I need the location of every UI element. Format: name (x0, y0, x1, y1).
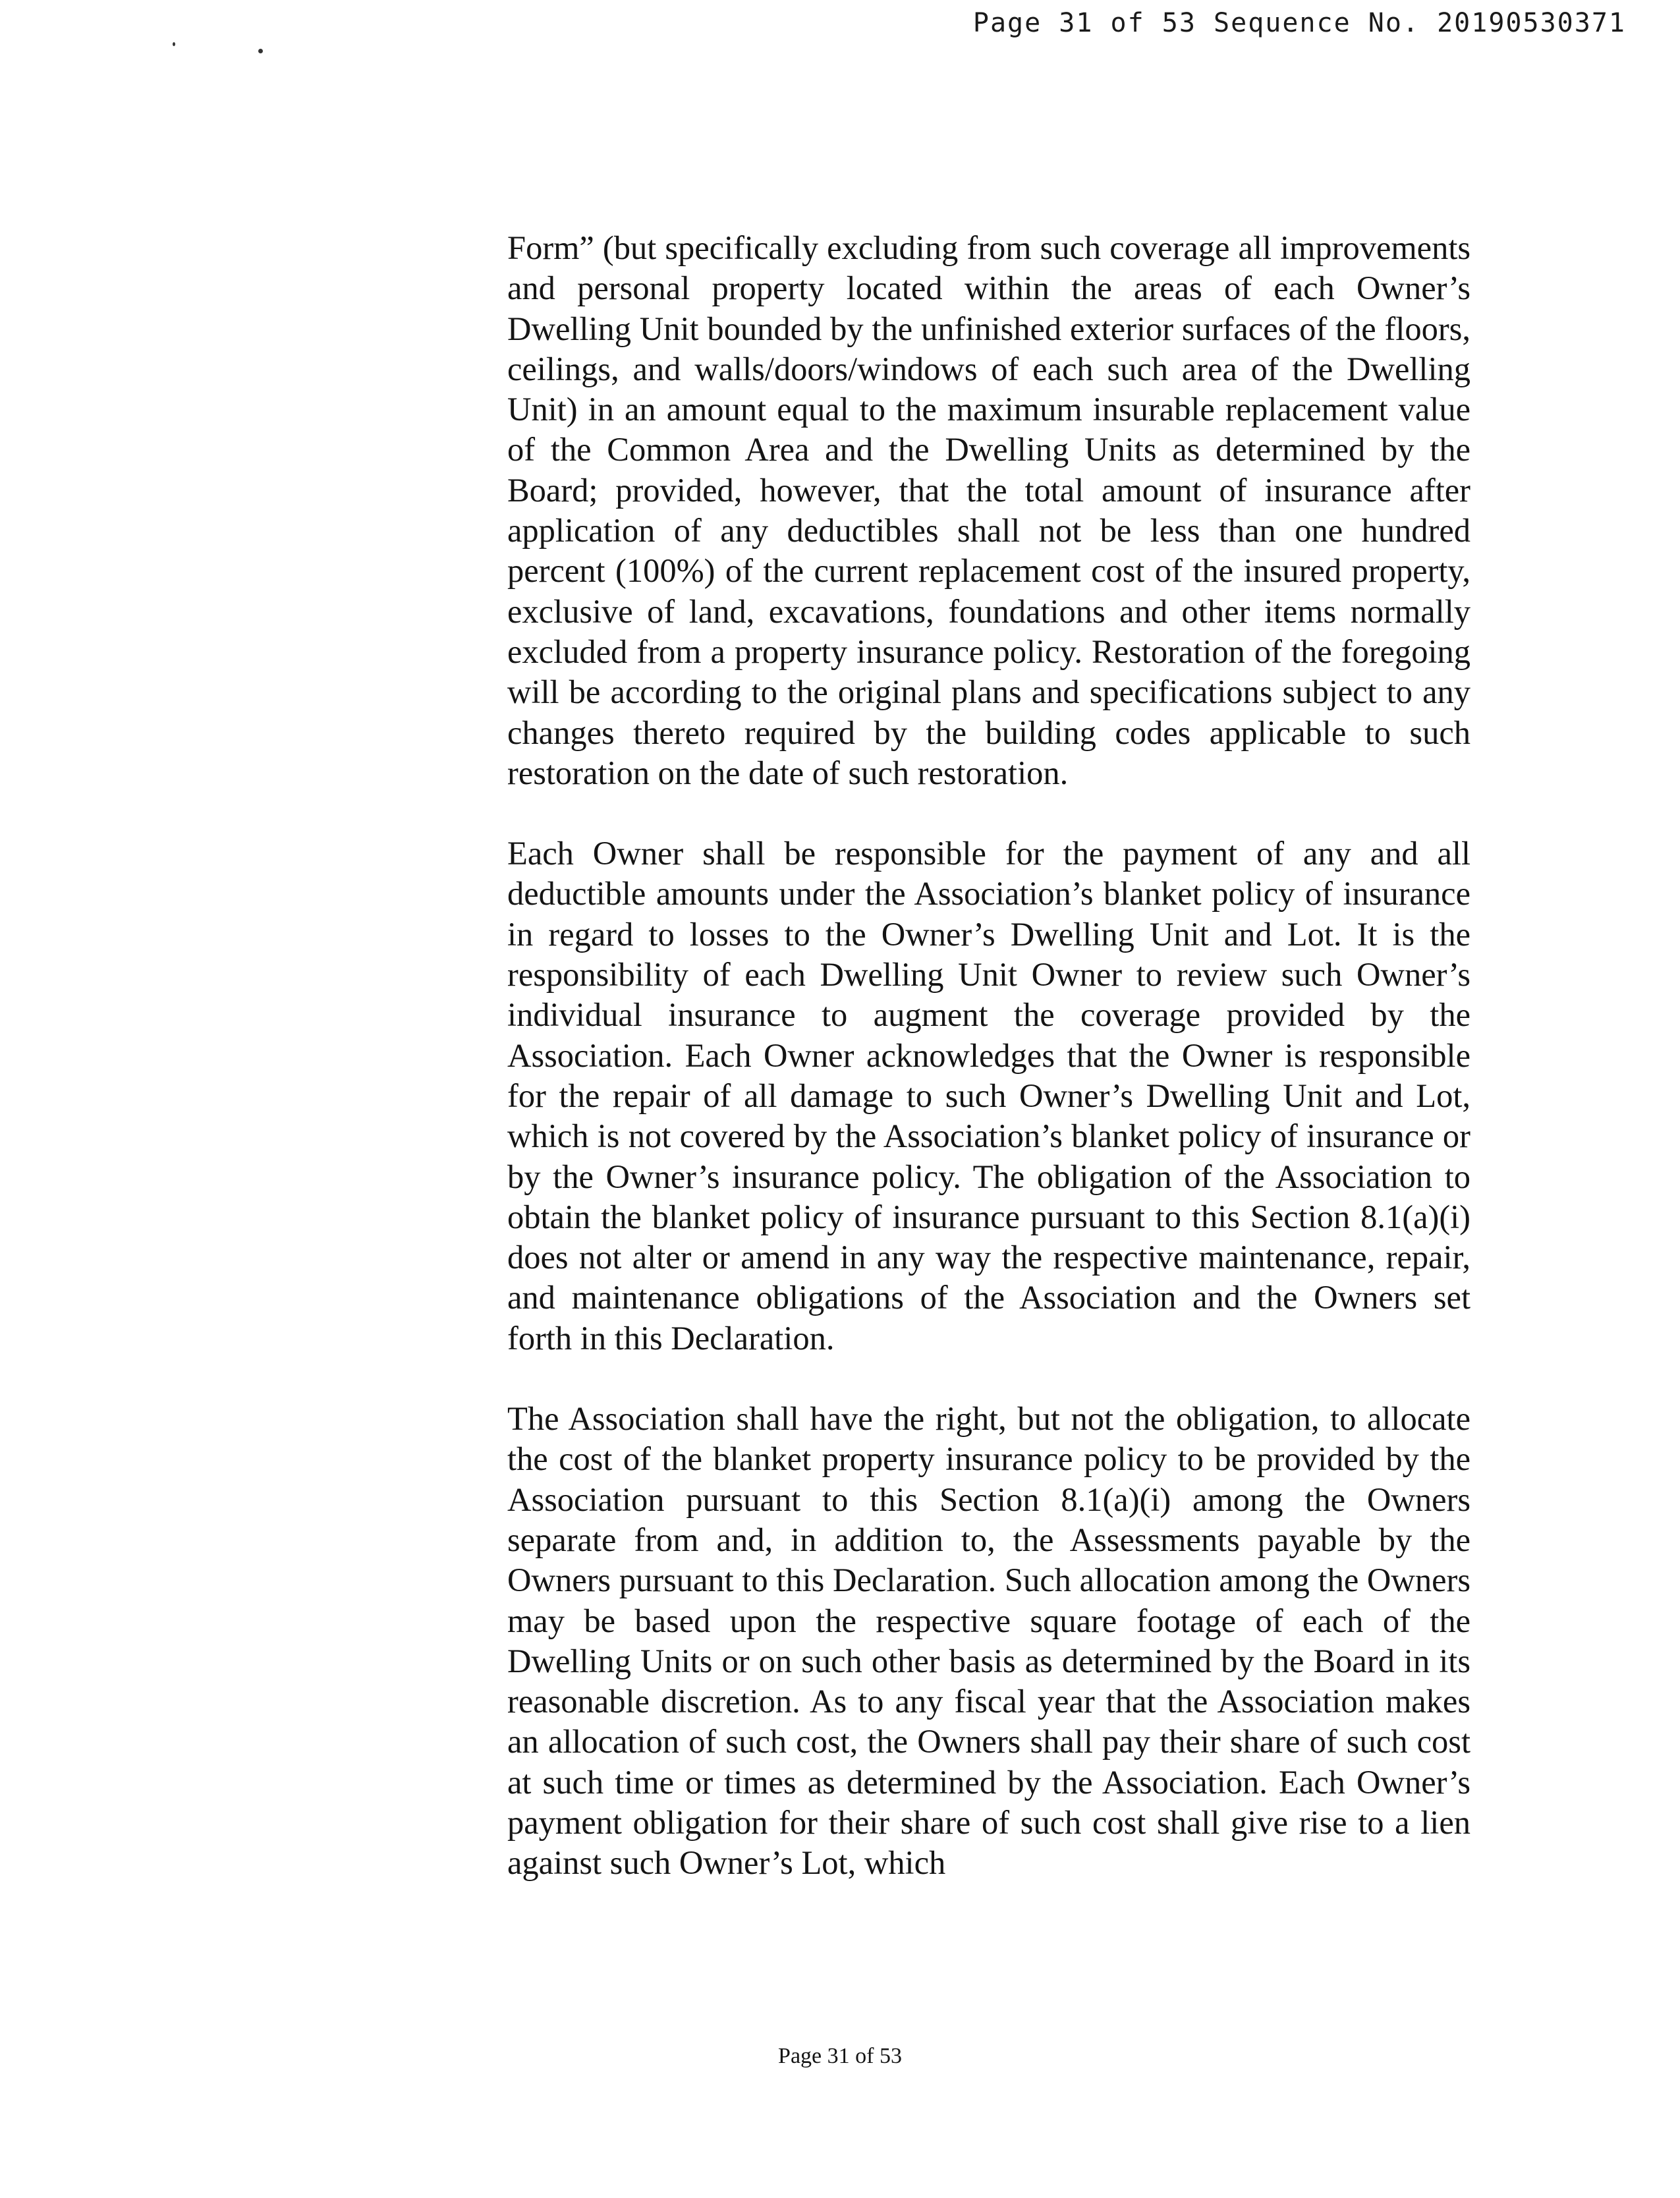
paragraph: Each Owner shall be responsible for the payment of any and all deductible amounts under the Association’s blanket policy of insurance in regard to losses to the Owner’s Dwelling Unit and Lot. It is the responsibility of each Dwelling Unit Owner to review such Owner’s individual insurance to augment the coverage provided by the Association. Each Owner acknowledges that the Owner is responsible for the repair of all damage to such Owner’s Dwelling Unit and Lot, which is not covered by the Association’s blanket policy of insurance or by the Owner’s insurance policy. The obligation of the Association to obtain the blanket policy of insurance pursuant to this Section 8.1(a)(i) does not alter or amend in any way the respective maintenance, repair, and maintenance obligations of the Association and the Owners set forth in this Declaration. (507, 835, 1470, 1357)
paragraph: The Association shall have the right, but not the obligation, to allocate the cost of the blanket property insurance policy to be provided by the Association pursuant to this Section 8.1(a)(i) among the Owners separate from and, in addition to, the Assessments payable by the Owners pursuant to this Declaration. Such allocation among the Owners may be based upon the respective square footage of each of the Dwelling Units or on such other basis as determined by the Board in its reasonable discretion. As to any fiscal year that the Association makes an allocation of such cost, the Owners shall pay their share of such cost at such time or times as determined by the Association. Each Owner’s payment obligation for their share of such cost shall give rise to a lien against such Owner’s Lot, which (507, 1400, 1470, 1882)
scan-speck (173, 42, 175, 46)
sequence-stamp: Page 31 of 53 Sequence No. 20190530371 (972, 8, 1626, 38)
document-body (507, 228, 1470, 1884)
paragraph: Form” (but specifically excluding from such coverage all improvements and personal property located within the areas of each Owner’s Dwelling Unit bounded by the unfinished exterior surfaces of the floors, ceilings, and walls/doors/windows of each such area of the Dwelling Unit) in an amount equal to the maximum insurable replacement value of the Common Area and the Dwelling Units as determined by the Board; provided, however, that the total amount of insurance after application of any deductibles shall not be less than one hundred percent (100%) of the current replacement cost of the insured property, exclusive of land, excavations, foundations and other items normally excluded from a property insurance policy. Restoration of the foregoing will be according to the original plans and specifications subject to any changes thereto required by the building codes applicable to such restoration on the date of such restoration. (507, 229, 1470, 791)
scan-speck (258, 49, 263, 53)
page-number: Page 31 of 53 (778, 2044, 902, 2068)
